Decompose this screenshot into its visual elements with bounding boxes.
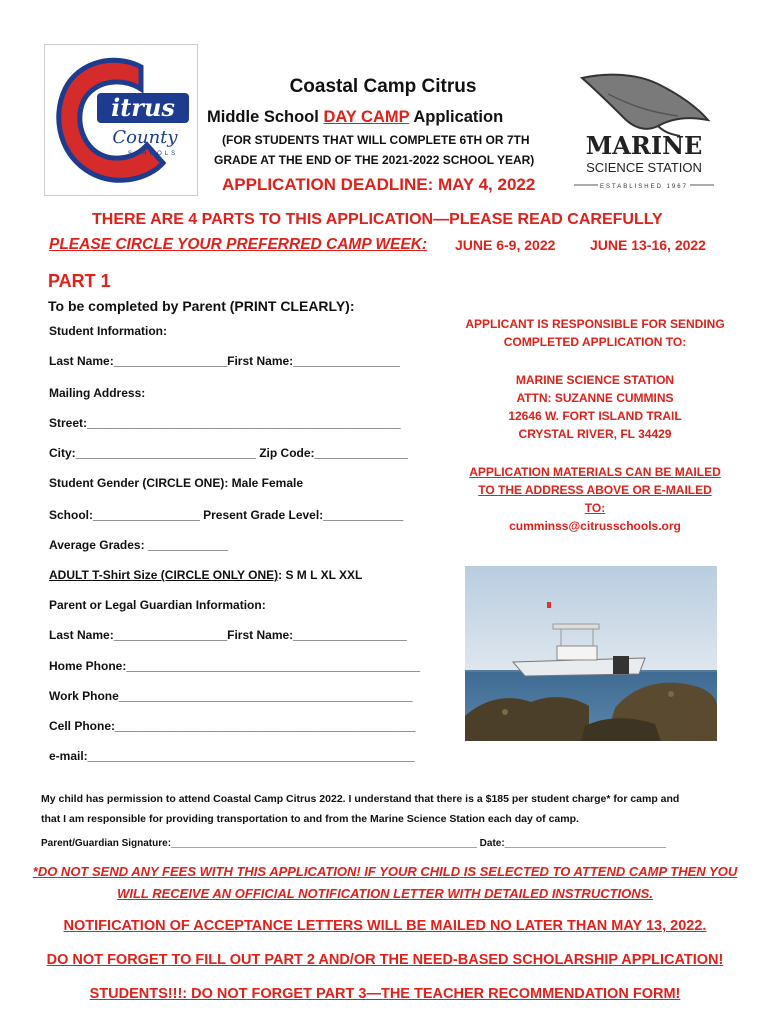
tshirt-field[interactable] — [49, 568, 362, 582]
school-grade-field[interactable]: School:________________ Present Grade Level:____________ — [49, 508, 404, 522]
mail-line-1: APPLICATION MATERIALS CAN BE MAILED — [469, 465, 721, 479]
mailing-address-label: Mailing Address: — [49, 386, 146, 400]
email-field[interactable]: e-mail:_________________________________________________ — [49, 749, 415, 763]
address-line-2: ATTN: SUZANNE CUMMINS — [516, 391, 674, 405]
address-line-4: CRYSTAL RIVER, FL 34429 — [518, 427, 672, 441]
svg-text:ESTABLISHED 1967: ESTABLISHED 1967 — [600, 184, 688, 190]
notification-notice: NOTIFICATION OF ACCEPTANCE LETTERS WILL BE MAILED NO LATER THAN MAY 13, 2022. — [63, 918, 707, 934]
marine-science-station-logo — [568, 54, 720, 192]
camp-week-1[interactable]: JUNE 6-9, 2022 — [455, 237, 556, 253]
citrus-county-logo — [44, 44, 198, 196]
stingray-icon — [568, 54, 720, 192]
address-line-1: MARINE SCIENCE STATION — [515, 373, 675, 387]
eligibility-note-1: (FOR STUDENTS THAT WILL COMPLETE 6TH OR 7TH — [222, 133, 530, 147]
responsible-line-2: COMPLETED APPLICATION TO: — [503, 335, 687, 349]
home-phone-field[interactable]: Home Phone:____________________________________________ — [49, 659, 420, 673]
subtitle — [207, 108, 503, 127]
part1-heading: PART 1 — [48, 271, 111, 291]
contact-email[interactable]: cumminss@citrusschools.org — [509, 519, 681, 533]
average-grades-field[interactable]: Average Grades: ____________ — [49, 538, 229, 552]
tshirt-label: ADULT T-Shirt Size (CIRCLE ONLY ONE) — [49, 568, 279, 582]
part1-instruction: To be completed by Parent (PRINT CLEARLY): — [48, 298, 355, 314]
page-title: Coastal Camp Citrus — [289, 76, 477, 97]
mail-line-2: TO THE ADDRESS ABOVE OR E-MAILED — [478, 483, 712, 497]
permission-line-1: My child has permission to attend Coastal Camp Citrus 2022. I understand that there is a $185 per student charge* for camp and — [41, 793, 680, 805]
cell-phone-field[interactable]: Cell Phone:_____________________________________________ — [49, 719, 416, 733]
fees-notice-1: *DO NOT SEND ANY FEES WITH THIS APPLICATION! IF YOUR CHILD IS SELECTED TO ATTEND CAMP THEN YOU — [32, 864, 738, 879]
city-zip-field[interactable]: City:___________________________ Zip Code:______________ — [49, 446, 408, 460]
parent-info-label: Parent or Legal Guardian Information: — [49, 598, 266, 612]
svg-text:SCHOOLS: SCHOOLS — [127, 151, 179, 157]
eligibility-note-2: GRADE AT THE END OF THE 2021-2022 SCHOOL YEAR) — [214, 153, 535, 167]
parent-name-field[interactable]: Last Name:_________________First Name:_________________ — [49, 628, 407, 642]
subtitle-day-camp: DAY CAMP — [323, 108, 410, 126]
street-field[interactable]: Street:_______________________________________________ — [49, 416, 401, 430]
fees-notice-2: WILL RECEIVE AN OFFICIAL NOTIFICATION LETTER WITH DETAILED INSTRUCTIONS. — [117, 886, 653, 901]
mailing-instructions — [450, 315, 740, 535]
circle-week-label: PLEASE CIRCLE YOUR PREFERRED CAMP WEEK: — [49, 236, 428, 253]
deadline: APPLICATION DEADLINE: MAY 4, 2022 — [222, 175, 536, 194]
svg-text:MARINE: MARINE — [585, 131, 703, 160]
svg-text:SCIENCE STATION: SCIENCE STATION — [586, 160, 702, 175]
boat-photo-icon — [465, 566, 717, 741]
student-info-label: Student Information: — [49, 324, 167, 338]
student-name-field[interactable]: Last Name:_________________First Name:________________ — [49, 354, 400, 368]
tshirt-sizes[interactable]: : S M L XL XXL — [278, 568, 363, 582]
parts-notice: THERE ARE 4 PARTS TO THIS APPLICATION—PLEASE READ CAREFULLY — [92, 211, 663, 228]
citrus-logo-icon — [45, 45, 197, 195]
svg-text:County: County — [112, 127, 178, 148]
work-phone-field[interactable]: Work Phone____________________________________________ — [49, 689, 413, 703]
camp-week-2[interactable]: JUNE 13-16, 2022 — [590, 237, 706, 253]
part2-reminder: DO NOT FORGET TO FILL OUT PART 2 AND/OR THE NEED-BASED SCHOLARSHIP APPLICATION! — [46, 952, 724, 968]
responsible-line-1: APPLICANT IS RESPONSIBLE FOR SENDING — [465, 317, 725, 331]
permission-line-2: that I am responsible for providing transportation to and from the Marine Science Station each day of camp. — [41, 813, 579, 825]
address-line-3: 12646 W. FORT ISLAND TRAIL — [508, 409, 682, 423]
boat-photo — [465, 566, 717, 741]
subtitle-pre: Middle School — [207, 108, 319, 126]
part3-reminder: STUDENTS!!!: DO NOT FORGET PART 3—THE TEACHER RECOMMENDATION FORM! — [89, 986, 681, 1002]
mail-line-3: TO: — [584, 501, 606, 515]
subtitle-post: Application — [413, 108, 504, 126]
signature-date-field[interactable]: Parent/Guardian Signature:_______________________________________________________ Date:_____________________________ — [41, 838, 666, 849]
gender-field[interactable]: Student Gender (CIRCLE ONE): Male Female — [49, 476, 304, 490]
svg-text:itrus: itrus — [111, 93, 175, 122]
